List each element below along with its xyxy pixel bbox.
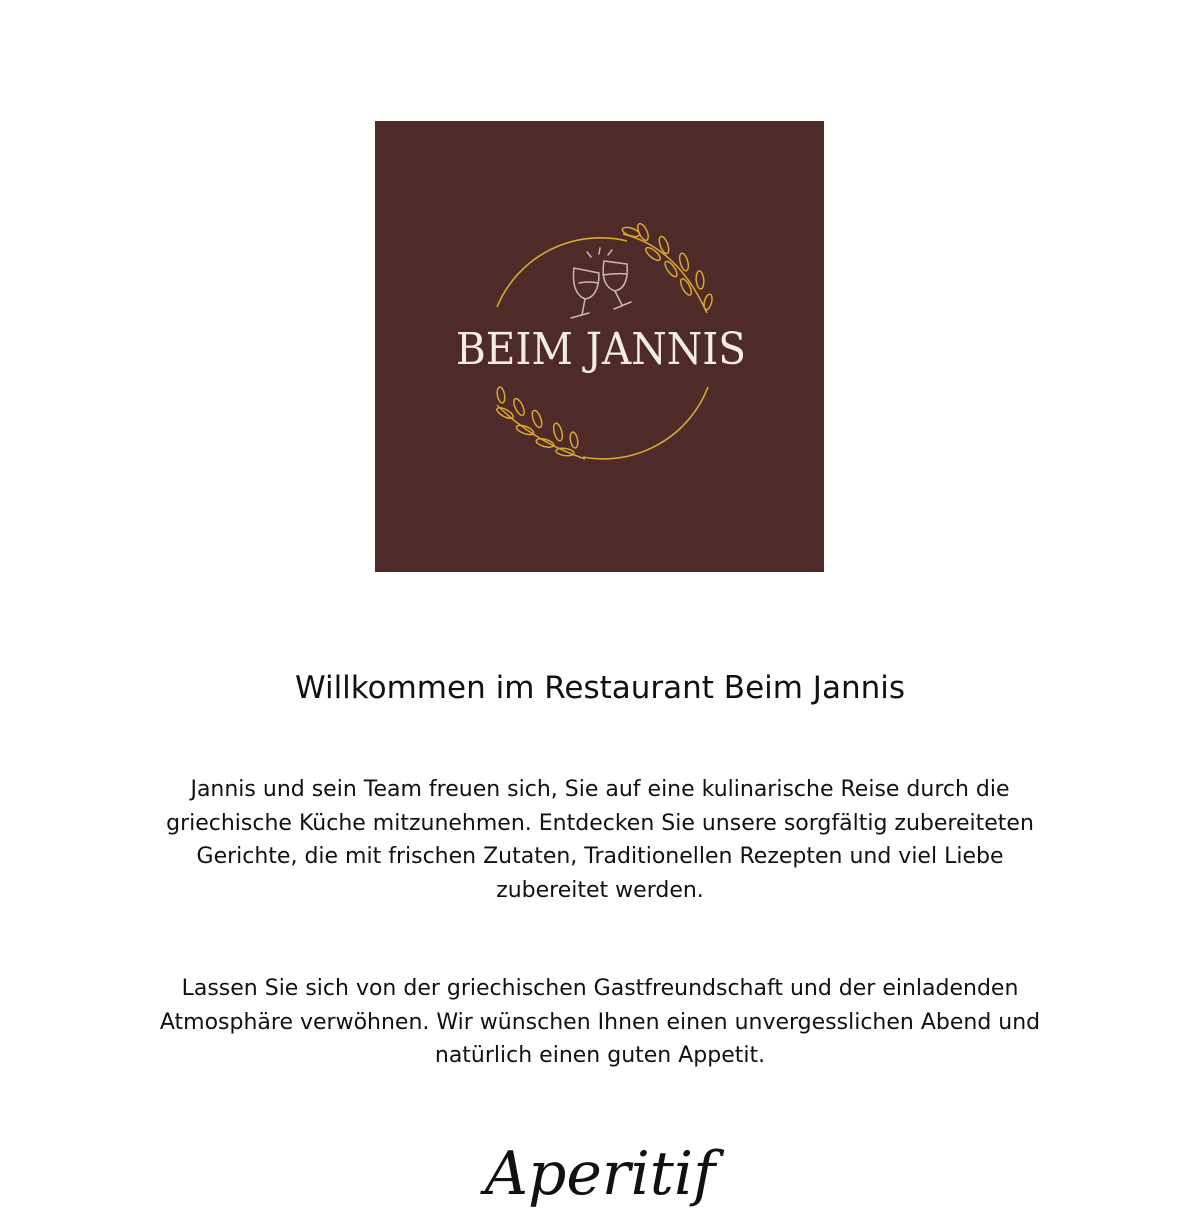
olive-branch-icon <box>621 222 713 313</box>
hospitality-paragraph: Lassen Sie sich von der griechischen Gastfreundschaft und der einladenden Atmosphäre verwöhnen. Wir wünschen Ihnen einen unvergesslichen Abend und natürlich einen guten Appetit. <box>159 976 1041 1068</box>
intro-paragraph: Jannis und sein Team freuen sich, Sie auf eine kulinarische Reise durch die griechische Küche mitzunehmen. Entdecken Sie unsere sorgfältig zubereiteten Gerichte, die mit frischen Zutaten, Traditionellen Rezepten und viel Liebe zubereitet werden. <box>166 777 1034 903</box>
restaurant-logo <box>375 121 824 572</box>
wine-glasses-icon <box>571 248 631 318</box>
olive-branch-icon <box>495 386 585 459</box>
welcome-title: Willkommen im Restaurant Beim Jannis <box>294 670 906 706</box>
aperitif-heading: Aperitif <box>484 1139 716 1209</box>
logo-emblem <box>375 121 824 572</box>
logo-ring-lower <box>583 387 708 459</box>
logo-ring <box>497 238 627 307</box>
logo-wordmark: BEIM JANNIS <box>456 324 746 375</box>
